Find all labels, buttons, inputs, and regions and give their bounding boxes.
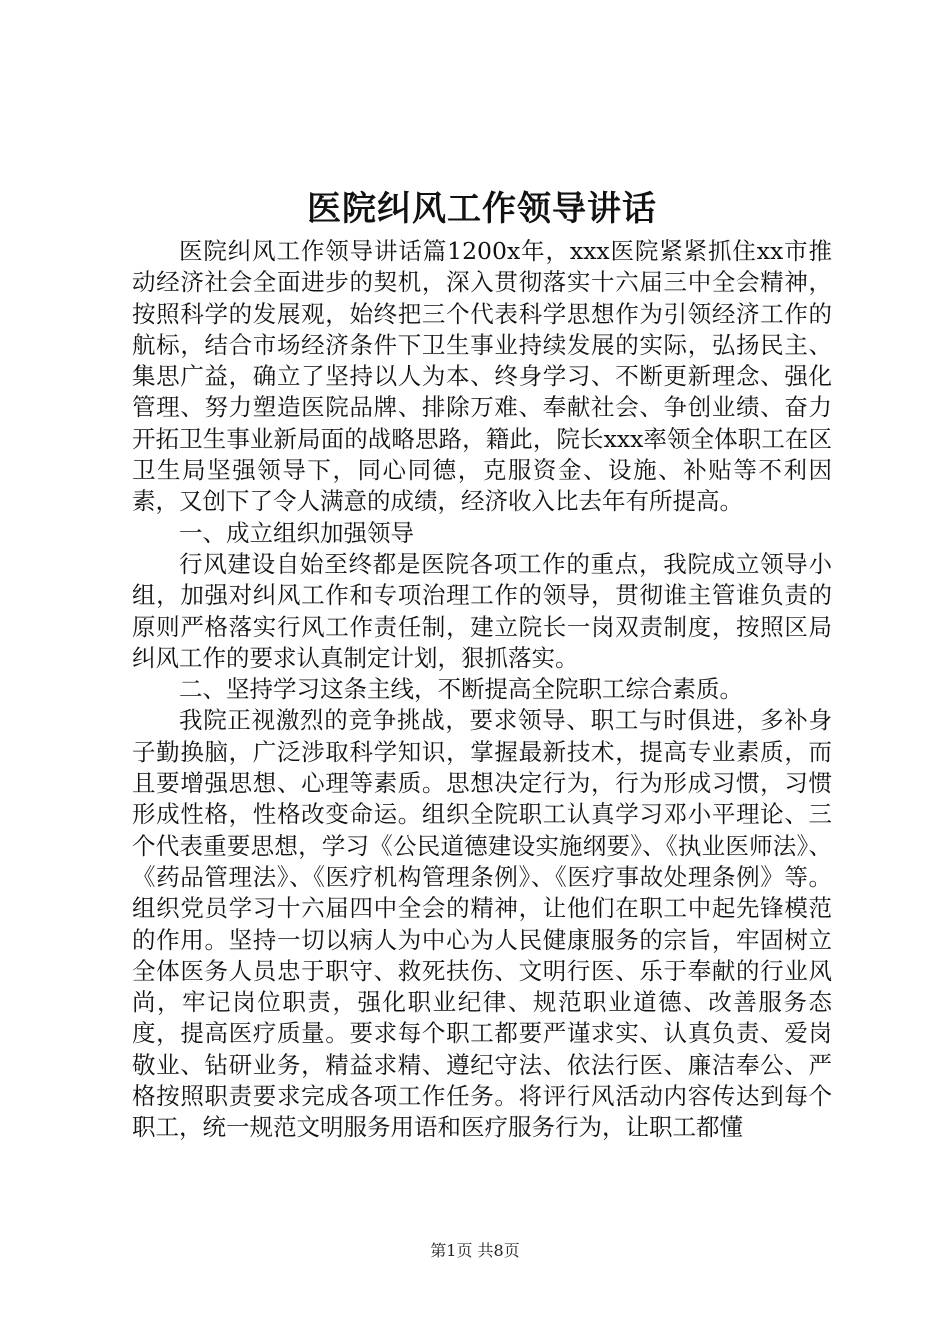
page-footer: 第1页 共8页 [430,1241,520,1260]
paragraph-section-1: 行风建设自始至终都是医院各项工作的重点，我院成立领导小组，加强对纠风工作和专项治理工作的领导，贯彻谁主管谁负责的原则严格落实行风工作责任制，建立院长一岗双责制度，按照区局纠风工作的要求认真制定计划，狠抓落实。 [132,549,832,672]
section-heading-2: 二、坚持学习这条主线，不断提高全院职工综合素质。 [179,675,743,704]
document-page [132,186,832,1144]
section-heading-1: 一、成立组织加强领导 [179,518,414,547]
paragraph-intro: 医院纠风工作领导讲话篇1200x年，xxx医院紧紧抓住xx市推动经济社会全面进步的契机，深入贯彻落实十六届三中全会精神，按照科学的发展观，始终把三个代表科学思想作为引领经济工作的航标，结合市场经济条件下卫生事业持续发展的实际，弘扬民主、集思广益，确立了坚持以人为本、终身学习、不断更新理念、强化管理、努力塑造医院品牌、排除万难、奉献社会、争创业绩、奋力开拓卫生事业新局面的战略思路，籍此，院长xxx率领全体职工在区卫生局坚强领导下，同心同德，克服资金、设施、补贴等不利因素，又创下了令人满意的成绩，经济收入比去年有所提高。 [132,237,832,516]
paragraph-section-2: 我院正视激烈的竞争挑战，要求领导、职工与时俱进，多补身子勤换脑，广泛涉取科学知识，掌握最新技术，提高专业素质，而且要增强思想、心理等素质。思想决定行为，行为形成习惯，习惯形成性格，性格改变命运。组织全院职工认真学习邓小平理论、三个代表重要思想，学习《公民道德建设实施纲要》、《执业医师法》、《药品管理法》、《医疗机构管理条例》、《医疗事故处理条例》等。组织党员学习十六届四中全会的精神，让他们在职工中起先锋模范的作用。坚持一切以病人为中心为人民健康服务的宗旨，牢固树立全体医务人员忠于职守、救死扶伤、文明行医、乐于奉献的行业风尚，牢记岗位职责，强化职业纪律、规范职业道德、改善服务态度，提高医疗质量。要求每个职工都要严谨求实、认真负责、爱岗敬业、钻研业务，精益求精、遵纪守法、依法行医、廉洁奉公、严格按照职责要求完成各项工作任务。将评行风活动内容传达到每个职工，统一规范文明服务用语和医疗服务行为，让职工都懂 [132,706,832,1142]
document-title: 医院纠风工作领导讲话 [307,189,657,229]
